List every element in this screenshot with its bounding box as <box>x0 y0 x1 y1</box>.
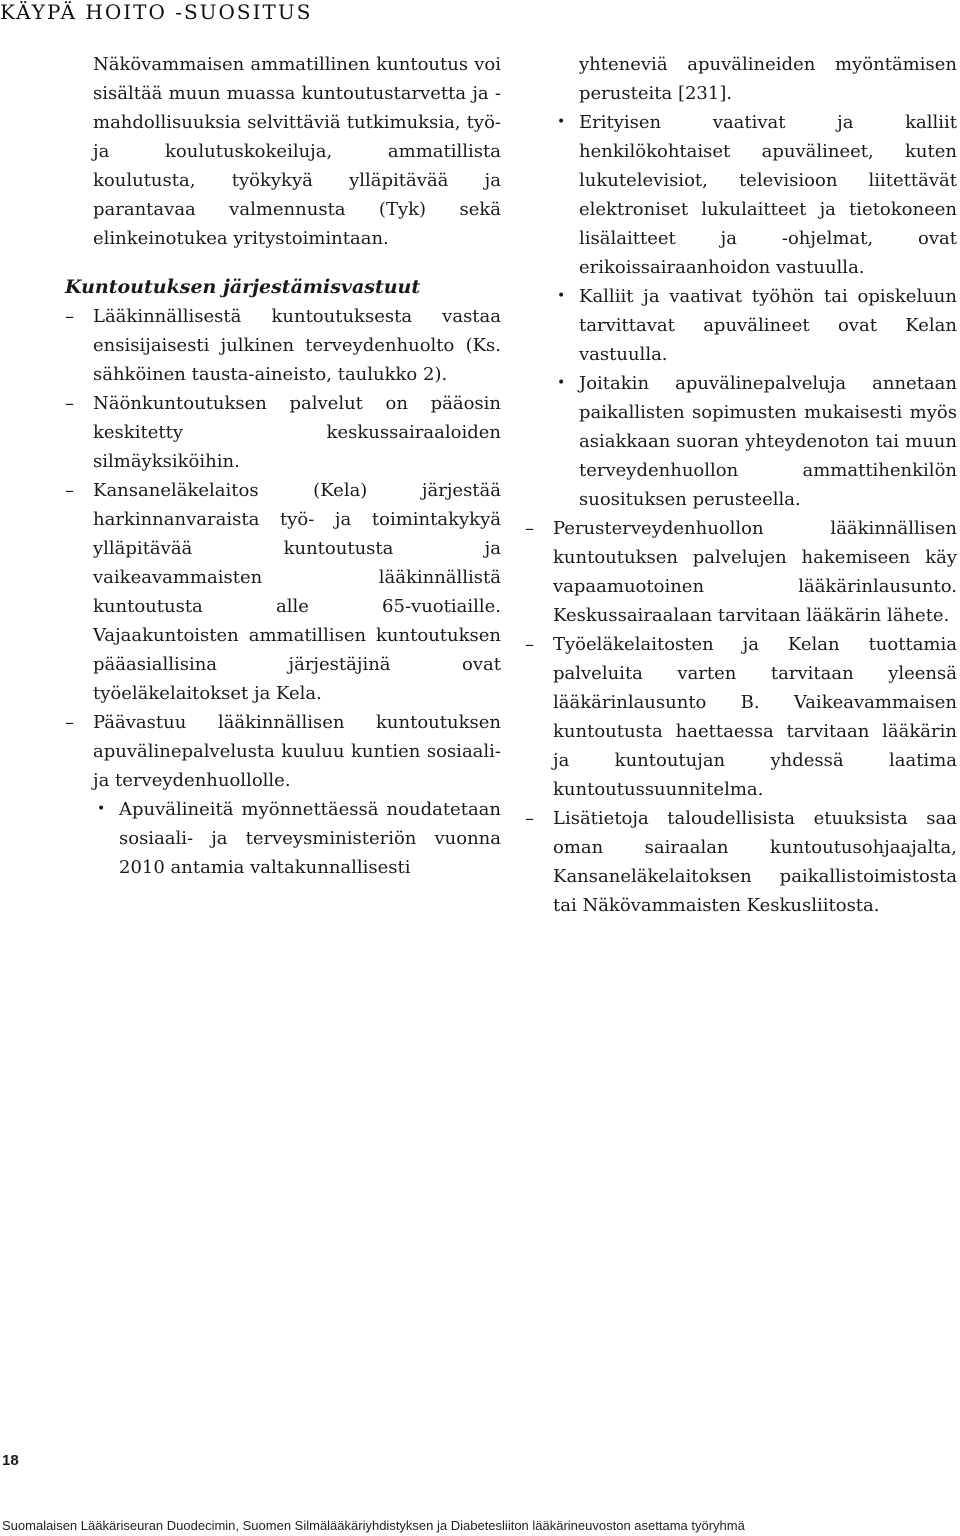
bullet-item <box>97 795 501 882</box>
list-item <box>525 514 957 630</box>
section-title: Kuntoutuksen järjestämisvastuut <box>65 276 421 298</box>
bullet-item <box>557 369 957 514</box>
list-item-text: Lääkinnällisestä kuntoutuksesta vastaa ensisijaisesti julkinen terveydenhuolto (Ks. sähköinen tausta-aineisto, taulukko 2). <box>93 306 501 385</box>
list-item-text: Lisätietoja taloudellisista etuuksista saa oman sairaalan kuntoutusohjaajalta, Kansaneläkelaitoksen paikallistoimistosta tai Näkövammaisten Keskusliitosta. <box>553 808 957 916</box>
bullet-item-text: Joitakin apuvälinepalveluja annetaan paikallisten sopimusten mukaisesti myös asiakkaan suoran yhteydenoton tai muun terveydenhuollon ammattihenkilön suosituksen perusteella. <box>579 373 957 510</box>
bullet-marker: • <box>97 801 106 817</box>
bullet-item-text: Apuvälineitä myönnettäessä noudatetaan sosiaali- ja terveysministeriön vuonna 2010 antamia valtakunnallisesti <box>119 799 501 878</box>
dash-marker: – <box>525 634 534 655</box>
list-item <box>525 630 957 804</box>
list-item <box>65 476 501 708</box>
left-column <box>65 50 501 882</box>
bullet-item-text: Kalliit ja vaativat työhön tai opiskeluun tarvittavat apuvälineet ovat Kelan vastuulla. <box>579 286 957 365</box>
bullet-item <box>557 282 957 369</box>
list-item-text: Kansaneläkelaitos (Kela) järjestää harkinnanvaraista työ- ja toimintakykyä ylläpitävää kuntoutusta ja vaikeavammaisten lääkinnällistä kuntoutusta alle 65-vuotiaille. Vajaakuntoisten ammatillisen kuntoutuksen pääasiallisina järjestäjinä ovat työeläkelaitokset ja Kela. <box>93 480 501 704</box>
dash-marker: – <box>65 393 74 414</box>
bullet-continuation <box>579 50 957 108</box>
dash-marker: – <box>65 306 74 327</box>
right-column <box>525 50 957 920</box>
dash-marker: – <box>525 518 534 539</box>
dash-marker: – <box>65 480 74 501</box>
bullet-marker: • <box>557 288 566 304</box>
list-item <box>525 804 957 920</box>
list-item <box>65 389 501 476</box>
list-item <box>65 302 501 389</box>
page-number: 18 <box>2 1452 19 1469</box>
list-item-text: Näönkuntoutuksen palvelut on pääosin keskitetty keskussairaaloiden silmäyksiköihin. <box>93 393 501 472</box>
bullet-marker: • <box>557 375 566 391</box>
list-item <box>65 708 501 795</box>
list-item-text: Työeläkelaitosten ja Kelan tuottamia palveluita varten tarvitaan yleensä lääkärinlausunto B. Vaikeavammaisen kuntoutusta haettaessa tarvitaan lääkärin ja kuntoutujan yhdessä laatima kuntoutussuunnitelma. <box>553 634 957 800</box>
dash-marker: – <box>65 712 74 733</box>
bullet-item-text: Erityisen vaativat ja kalliit henkilökohtaiset apuvälineet, kuten lukutelevisiot, televisioon liitettävät elektroniset lukulaitteet ja tietokoneen lisälaitteet ja -ohjelmat, ovat erikoissairaanhoidon vastuulla. <box>579 112 957 278</box>
list-item-text: Perusterveydenhuollon lääkinnällisen kuntoutuksen palvelujen hakemiseen käy vapaamuotoinen lääkärinlausunto. Keskussairaalaan tarvitaan lääkärin lähete. <box>553 518 957 626</box>
running-header: KÄYPÄ HOITO -SUOSITUS <box>0 0 313 24</box>
intro-paragraph: Näkövammaisen ammatillinen kuntoutus voi sisältää muun muassa kuntoutustarvetta ja -mahdollisuuksia selvittäviä tutkimuksia, työ- ja koulutuskokeiluja, ammatillista koulutusta, työkykyä ylläpitävää ja parantavaa valmennusta (Tyk) sekä elinkeinotukea yritystoimintaan. <box>93 54 501 249</box>
bullet-continuation-text: yhteneviä apuvälineiden myöntämisen perusteita [231]. <box>579 54 957 104</box>
dash-marker: – <box>525 808 534 829</box>
bullet-item <box>557 108 957 282</box>
bullet-marker: • <box>557 114 566 130</box>
list-item-text: Päävastuu lääkinnällisen kuntoutuksen apuvälinepalvelusta kuuluu kuntien sosiaali- ja terveydenhuollolle. <box>93 712 501 791</box>
footer-credit: Suomalaisen Lääkäriseuran Duodecimin, Suomen Silmälääkäriyhdistyksen ja Diabetesliiton lääkärineuvoston asettama työryhmä <box>2 1518 745 1533</box>
